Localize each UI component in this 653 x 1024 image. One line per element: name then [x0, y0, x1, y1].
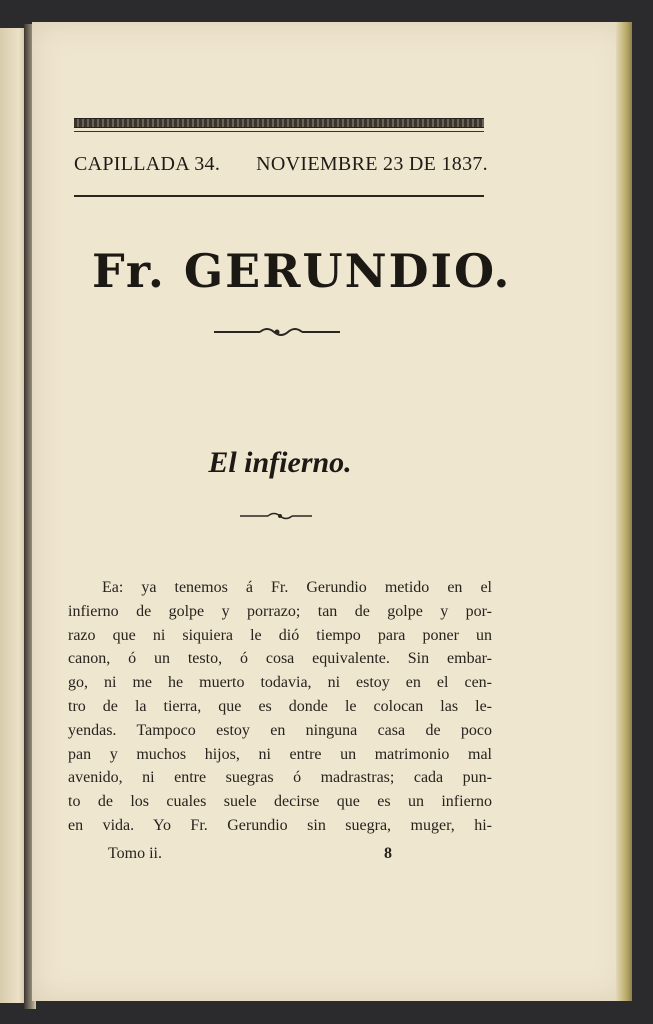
masthead-title: Fr. GERUNDIO. [92, 244, 512, 298]
page-fore-edge [616, 22, 632, 1001]
article-body [68, 576, 492, 838]
volume-label: Tomo ii. [108, 845, 162, 862]
signature-mark: 8 [384, 845, 392, 862]
text-line: pan y muchos hijos, ni entre un matrimonio mal [68, 745, 492, 763]
text-line: yendas. Tampoco estoy en ninguna casa de poco [68, 721, 492, 739]
left-page-edge [0, 28, 27, 1003]
text-line: canon, ó un testo, ó cosa equivalente. Sin embar- [68, 650, 492, 668]
article-title: El infierno. [208, 446, 352, 479]
top-double-rule [74, 118, 484, 128]
text-line: avenido, ni entre suegras ó madrastras; cada pun- [68, 769, 492, 787]
text-line: Ea: ya tenemos á Fr. Gerundio metido en el [102, 579, 492, 596]
text-line: en vida. Yo Fr. Gerundio sin suegra, muger, hi- [68, 816, 492, 834]
text-line: razo que ni siquiera le dió tiempo para poner un [68, 626, 492, 644]
ornament-divider-icon [212, 324, 342, 340]
text-line: tro de la tierra, que es donde le colocan las le- [68, 697, 492, 715]
top-rule-thin [74, 131, 484, 132]
text-line: to de los cuales suele decirse que es un infierno [68, 793, 492, 811]
header-rule [74, 195, 484, 197]
chapter-number: CAPILLADA 34. [74, 153, 221, 175]
small-ornament-icon [238, 510, 314, 522]
issue-date: NOVIEMBRE 23 DE 1837. [256, 153, 488, 175]
text-line: go, ni me he muerto todavia, ni estoy en el cen- [68, 674, 492, 692]
text-line: infierno de golpe y porrazo; tan de golpe y por- [68, 602, 492, 620]
